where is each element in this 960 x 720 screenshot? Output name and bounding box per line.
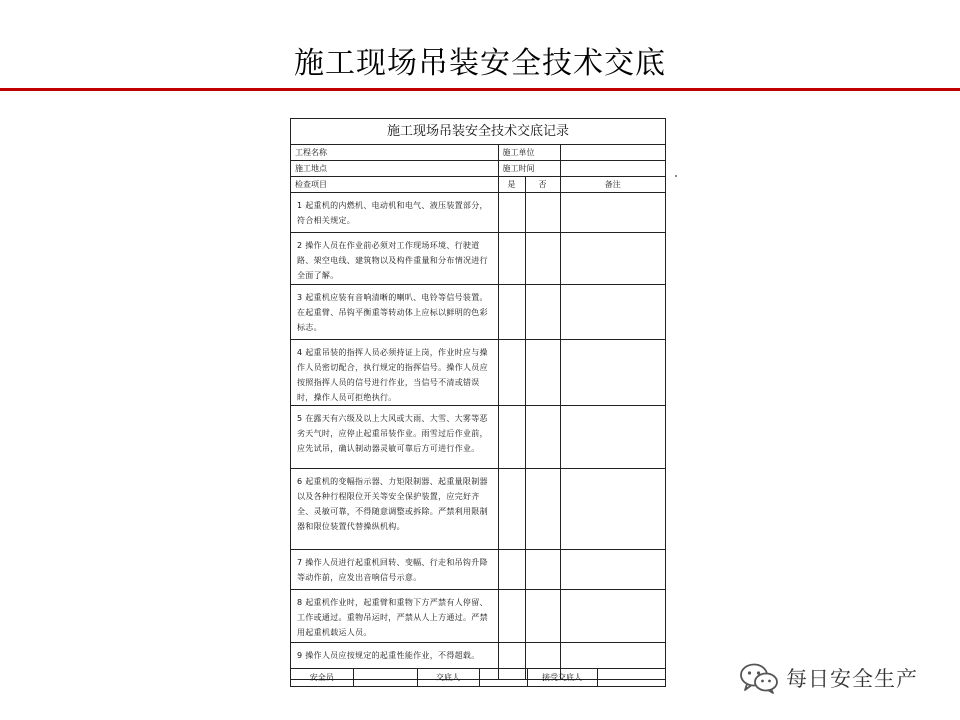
note-cell[interactable] [560,469,665,550]
safety-officer-label: 安全员 [291,669,353,687]
yes-cell[interactable] [498,469,525,550]
meta-row-site [291,161,665,177]
check-item-text: 9 操作人员应按规定的起重性能作业，不得超载。 [291,643,498,680]
yes-cell[interactable] [498,550,525,590]
table-row [291,233,665,285]
check-item-text: 5 在露天有六级及以上大风或大雨、大雪、大雾等恶劣天气时，应停止起重吊装作业。雨雪过后作业前，应先试吊，确认制动器灵敏可靠后方可进行作业。 [291,406,498,469]
yes-cell[interactable] [498,233,525,285]
form-title: 施工现场吊装安全技术交底记录 [291,119,665,145]
yes-cell[interactable] [498,193,525,233]
table-row [291,550,665,590]
meta-row-project [291,145,665,161]
yes-cell[interactable] [498,285,525,340]
note-cell[interactable] [560,193,665,233]
check-item-text: 3 起重机应装有音响清晰的喇叭、电铃等信号装置。在起重臂、吊钩平衡重等转动体上应标以鲜明的色彩标志。 [291,285,498,340]
briefer-signature[interactable] [479,669,527,687]
header-note: 备注 [560,177,665,193]
no-cell[interactable] [525,469,560,550]
table-row [291,285,665,340]
signature-row [291,668,665,686]
check-item-text: 7 操作人员进行起重机回转、变幅、行走和吊钩升降等动作前，应发出音响信号示意。 [291,550,498,590]
no-cell[interactable] [525,285,560,340]
time-value[interactable] [560,161,665,177]
table-row [291,193,665,233]
yes-cell[interactable] [498,590,525,643]
check-item-text: 4 起重吊装的指挥人员必须持证上岗，作业时应与操作人员密切配合，执行规定的指挥信号。操作人员应按照指挥人员的信号进行作业，当信号不清或错误时，操作人员可拒绝执行。 [291,340,498,406]
project-name-label: 工程名称 [291,145,498,161]
time-label: 施工时间 [498,161,560,177]
note-cell[interactable] [560,406,665,469]
safety-officer-signature[interactable] [353,669,417,687]
table-row [291,406,665,469]
header-no: 否 [525,177,560,193]
watermark-text: 每日安全生产 [786,667,918,691]
table-row [291,590,665,643]
no-cell[interactable] [525,550,560,590]
title-divider [0,88,960,91]
site-label: 施工地点 [291,161,498,177]
wechat-icon [738,661,780,695]
recipient-label: 接受交底人 [527,669,597,687]
check-item-text: 1 起重机的内燃机、电动机和电气、液压装置部分，符合相关规定。 [291,193,498,233]
no-cell[interactable] [525,233,560,285]
yes-cell[interactable] [498,406,525,469]
note-cell[interactable] [560,340,665,406]
briefing-form [290,118,666,687]
stray-mark [675,175,677,177]
construction-unit-value[interactable] [560,145,665,161]
no-cell[interactable] [525,193,560,233]
no-cell[interactable] [525,340,560,406]
header-item: 检查项目 [291,177,498,193]
check-item-text: 6 起重机的变幅指示器、力矩限制器、起重量限制器以及各种行程限位开关等安全保护装置，应完好齐全、灵敏可靠，不得随意调整或拆除。严禁利用限制器和限位装置代替操纵机构。 [291,469,498,550]
header-yes: 是 [498,177,525,193]
yes-cell[interactable] [498,340,525,406]
check-item-text: 2 操作人员在作业前必须对工作现场环境、行驶道路、架空电线、建筑物以及构件重量和分布情况进行全面了解。 [291,233,498,285]
note-cell[interactable] [560,550,665,590]
no-cell[interactable] [525,590,560,643]
note-cell[interactable] [560,285,665,340]
note-cell[interactable] [560,590,665,643]
note-cell[interactable] [560,233,665,285]
briefer-label: 交底人 [417,669,479,687]
recipient-signature[interactable] [597,669,665,687]
construction-unit-label: 施工单位 [498,145,560,161]
table-row [291,469,665,550]
slide-title: 施工现场吊装安全技术交底 [294,46,666,81]
no-cell[interactable] [525,406,560,469]
table-row [291,340,665,406]
briefing-table [291,145,665,680]
header-row [291,177,665,193]
check-item-text: 8 起重机作业时，起重臂和重物下方严禁有人停留、工作或通过。重物吊运时，严禁从人上方通过。严禁用起重机载运人员。 [291,590,498,643]
watermark [738,660,918,696]
